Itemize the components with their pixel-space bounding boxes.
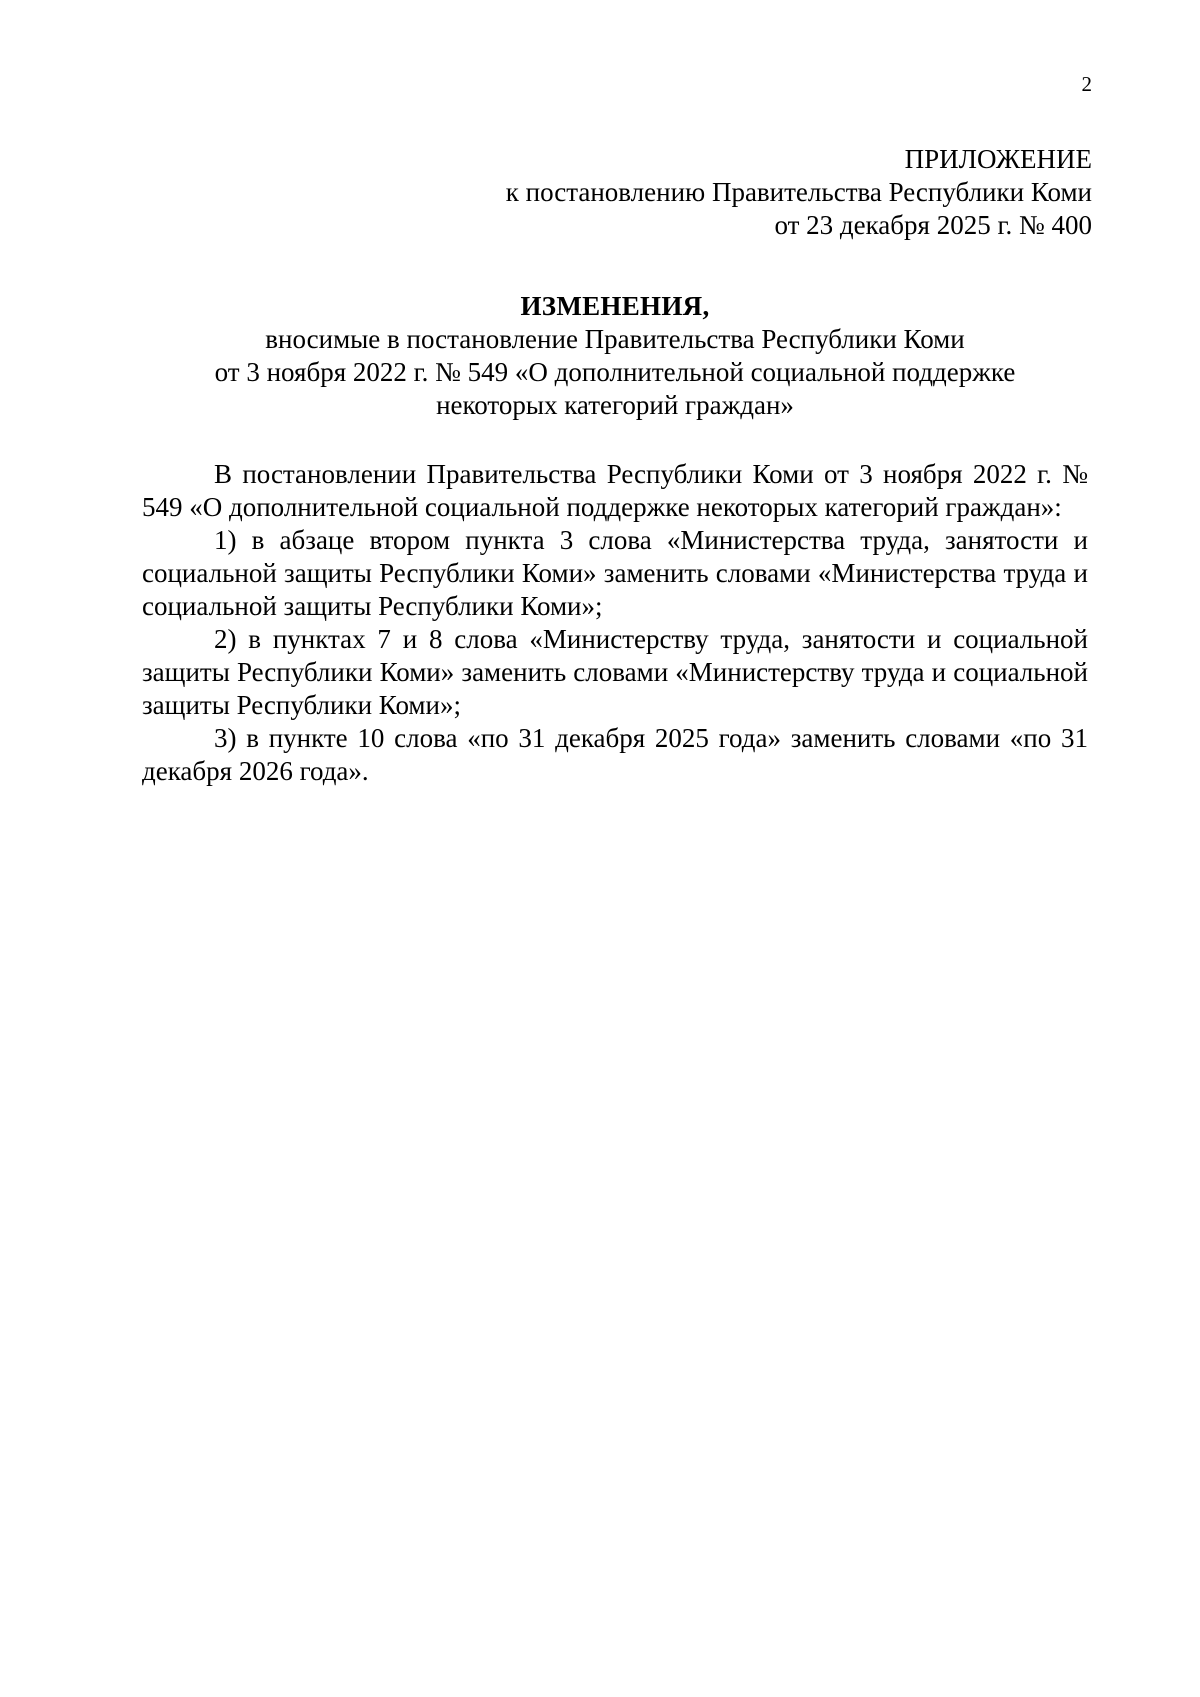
appendix-label: ПРИЛОЖЕНИЕ (904, 144, 1092, 174)
amendment-item-3: 3) в пункте 10 слова «по 31 декабря 2025 года» заменить словами «по 31 декабря 2026 года». (142, 723, 1088, 786)
appendix-date: от 23 декабря 2025 г. № 400 (774, 210, 1092, 240)
title-line-1: вносимые в постановление Правительства Республики Коми (265, 324, 965, 354)
title-line-3: некоторых категорий граждан» (436, 390, 794, 420)
page-number: 2 (1081, 72, 1092, 96)
document-title (140, 290, 1090, 422)
appendix-header (506, 143, 1092, 242)
document-body (142, 458, 1088, 788)
intro-paragraph: В постановлении Правительства Республики Коми от 3 ноября 2022 г. № 549 «О дополнительной социальной поддержке некоторых категорий граждан»: (142, 459, 1088, 522)
appendix-reference: к постановлению Правительства Республики Коми (505, 177, 1092, 207)
title-line-2: от 3 ноября 2022 г. № 549 «О дополнительной социальной поддержке (214, 357, 1016, 387)
title-heading: ИЗМЕНЕНИЯ, (520, 291, 710, 321)
amendment-item-1: 1) в абзаце втором пункта 3 слова «Министерства труда, занятости и социальной защиты Республики Коми» заменить словами «Министерства труда и социальной защиты Республики Коми»; (142, 525, 1088, 621)
amendment-item-2: 2) в пунктах 7 и 8 слова «Министерству труда, занятости и социальной защиты Республики Коми» заменить словами «Министерству труда и социальной защиты Республики Коми»; (142, 624, 1088, 720)
